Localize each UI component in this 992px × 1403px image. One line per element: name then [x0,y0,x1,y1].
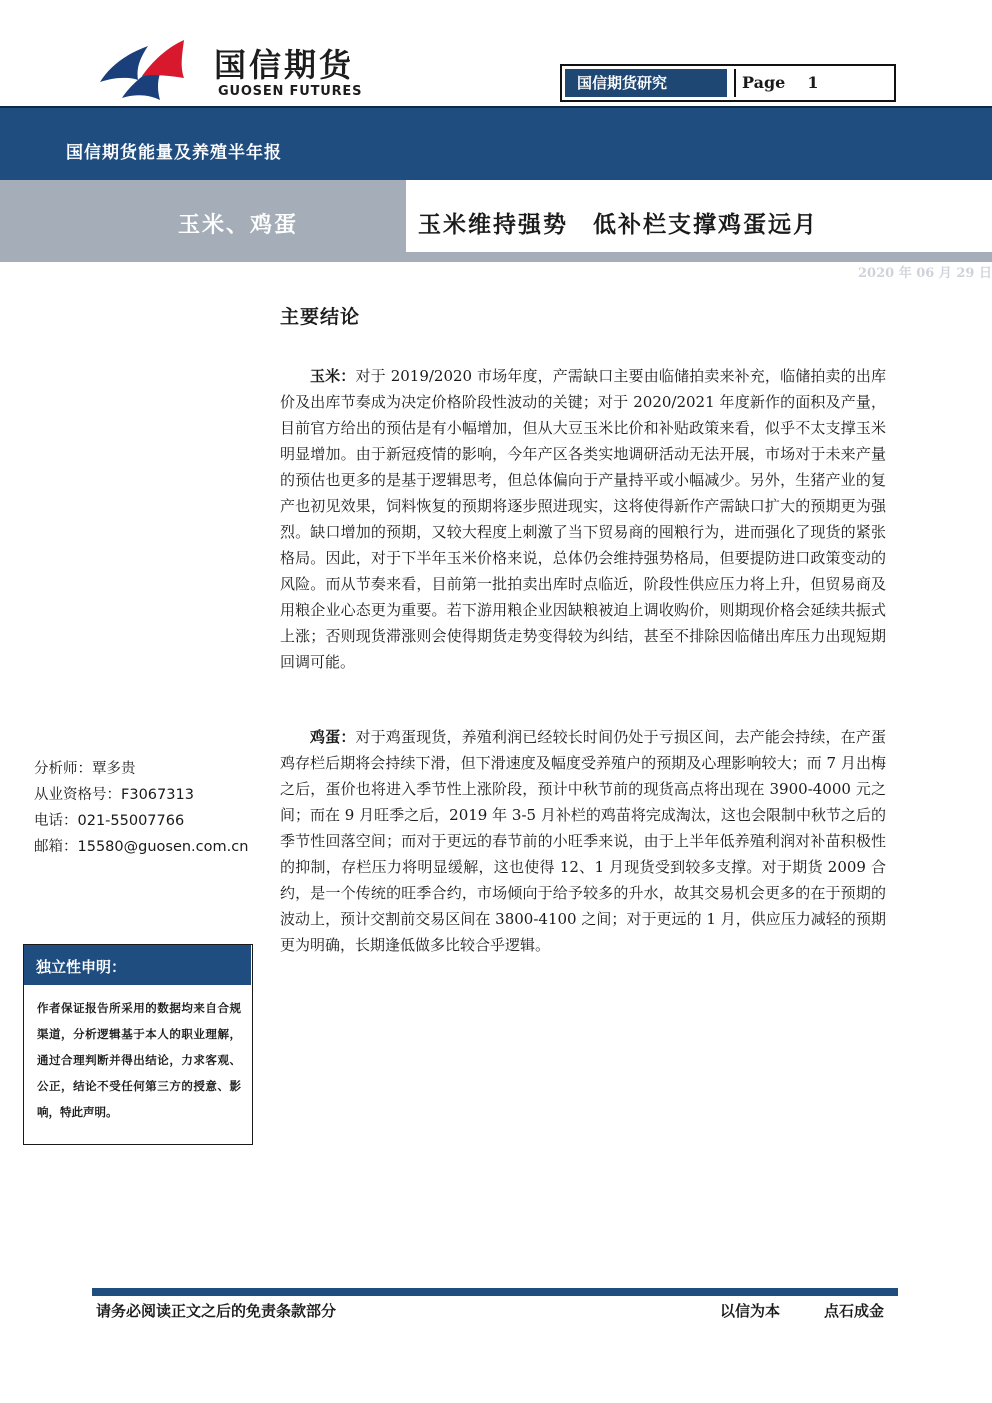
footer-rule [92,1288,898,1296]
page-number: 1 [807,73,819,92]
research-label: 国信期货研究 [565,69,727,97]
independence-statement [23,944,253,1145]
report-headline: 玉米维持强势 低补栏支撑鸡蛋远月 [418,211,818,238]
research-page-box [560,64,896,102]
footer-slogan-2: 点石成金 [824,1302,885,1320]
logo-text-cn: 国信期货 [214,46,355,84]
egg-paragraph [280,724,886,958]
report-date: 2020 年 06 月 29 日 [858,266,992,281]
logo-mark-icon [96,36,186,106]
footer-notice: 请务必阅读正文之后的免责条款部分 [96,1302,337,1320]
analyst-license: 从业资格号：F3067313 [34,787,194,803]
analyst-email: 邮箱：15580@guosen.com.cn [34,839,249,855]
independence-title: 独立性申明： [36,958,127,976]
egg-text: 对于鸡蛋现货，养殖利润已经较长时间仍处于亏损区间，去产能会持续，在产蛋鸡存栏后期将会持续下滑，但下滑速度及幅度受养殖户的预期及心理影响较大；而 7 月出梅之后，蛋价也将进入季节性上涨阶段，预计中秋节前的现货高点将出现在 3900-4000 元之间；而在 9 月旺季之后，2019 年 3-5 月补栏的鸡苗将完成淘汰，这也会限制中秋节之后的季节性回落空间；而对于更远的春节前的小旺季来说，由于上半年低养殖利润对补苗积极性的抑制，存栏压力将明显缓解，这也使得 12、1 月现货受到较多支撑。对于期货 2009 合约，是一个传统的旺季合约，市场倾向于给予较多的升水，故其交易机会更多的在于预期的波动上，预计交割前交易区间在 3800-4100 之间；对于更远的 1 月，供应压力减轻的预期更为明确，长期逢低做多比较合乎逻辑。 [280,728,886,954]
corn-paragraph [280,363,886,675]
report-type: 国信期货能量及养殖半年报 [66,143,282,163]
page-label: Page [742,73,786,92]
corn-label: 玉米： [310,367,356,385]
analyst-phone: 电话：021-55007766 [34,813,185,829]
corn-text: 对于 2019/2020 市场年度，产需缺口主要由临储拍卖来补充，临储拍卖的出库价及出库节奏成为决定价格阶段性波动的关键；对于 2020/2021 年度新作的面积及产量，目前官方给出的预估是有小幅增加，但从大豆玉米比价和补贴政策来看，似乎不太支撑玉米明显增加。由于新冠疫情的影响，今年产区各类实地调研活动无法开展，市场对于未来产量的预估也更多的是基于逻辑思考，但总体偏向于产量持平或小幅减少。另外，生猪产业的复产也初见效果，饲料恢复的预期将逐步照进现实，这将使得新作产需缺口扩大的预期更为强烈。缺口增加的预期，又较大程度上刺激了当下贸易商的囤粮行为，进而强化了现货的紧张格局。因此，对于下半年玉米价格来说，总体仍会维持强势格局，但要提防进口政策变动的风险。而从节奏来看，目前第一批拍卖出库时点临近，阶段性供应压力将上升，但贸易商及用粮企业心态更为重要。若下游用粮企业因缺粮被迫上调收购价，则期现价格会延续共振式上涨；否则现货滞涨则会使得期货走势变得较为纠结，甚至不排除因临储出库压力出现短期回调可能。 [280,367,886,671]
independence-body: 作者保证报告所采用的数据均来自合规渠道，分析逻辑基于本人的职业理解，通过合理判断并得出结论，力求客观、公正，结论不受任何第三方的授意、影响，特此声明。 [37,1001,241,1119]
egg-label: 鸡蛋： [310,728,356,746]
page-indicator [734,69,890,97]
footer-slogan-1: 以信为本 [720,1302,781,1320]
analyst-name: 分析师：覃多贵 [34,761,136,777]
section-title: 主要结论 [280,306,361,328]
report-category: 玉米、鸡蛋 [178,212,299,238]
analyst-info [34,756,248,860]
logo-text-en: GUOSEN FUTURES [218,84,363,99]
company-logo [96,36,378,106]
